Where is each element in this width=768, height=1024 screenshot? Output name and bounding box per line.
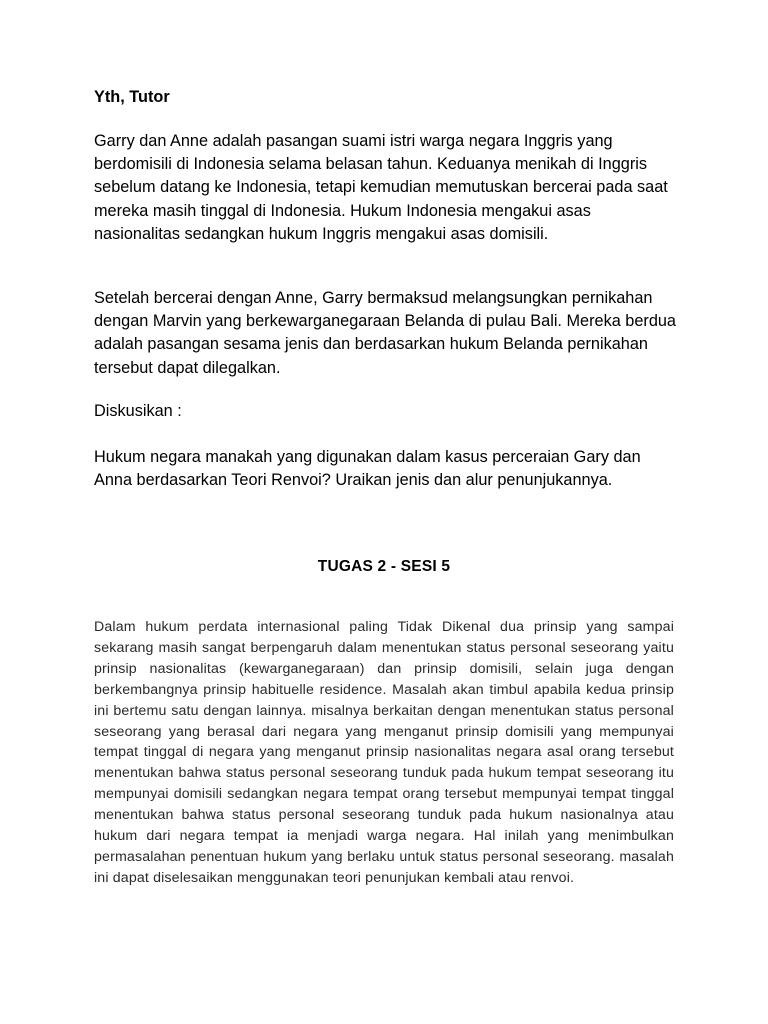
salutation: Yth, Tutor [94,88,170,106]
answer-paragraph: Dalam hukum perdata internasional paling Tidak Dikenal dua prinsip yang sampai sekarang masih sangat berpengaruh dalam menentukan status personal seseorang yaitu prinsip nasionalitas (kewarganegaraan) dan prinsip domisili, selain juga dengan berkembangnya prinsip habituelle residence. Masalah akan timbul apabila kedua prinsip ini bertemu satu dengan lainnya. misalnya berkaitan dengan menentukan status personal seseorang yang berasal dari negara yang menganut prinsip domisili yang mempunyai tempat tinggal di negara yang menganut prinsip nasionalitas negara asal orang tersebut menentukan bahwa status personal seseorang tunduk pada hukum tempat seseorang itu mempunyai domisili sedangkan negara tempat orang tersebut mempunyai tempat tinggal menentukan bahwa status personal seseorang tunduk pada hukum nasionalnya atau hukum dari negara tempat ia menjadi warga negara. Hal inilah yang menimbulkan permasalahan penentuan hukum yang berlaku untuk status personal seseorang. masalah ini dapat diselesaikan menggunakan teori penunjukan kembali atau renvoi. [94,619,674,886]
discussion-question: Hukum negara manakah yang digunakan dalam kasus perceraian Gary dan Anna berdasarkan Teori Renvoi? Uraikan jenis dan alur penunjukannya. [94,448,641,490]
discussion-label: Diskusikan : [94,402,182,420]
case-paragraph-1: Garry dan Anne adalah pasangan suami istri warga negara Inggris yang berdomisili di Indonesia selama belasan tahun. Keduanya menikah di Inggris sebelum datang ke Indonesia, tetapi kemudian memutuskan bercerai pada saat mereka masih tinggal di Indonesia. Hukum Indonesia mengakui asas nasionalitas sedangkan hukum Inggris mengakui asas domisili. [94,132,668,243]
case-paragraph-2: Setelah bercerai dengan Anne, Garry bermaksud melangsungkan pernikahan dengan Marvin yang berkewarganegaraan Belanda di pulau Bali. Mereka berdua adalah pasangan sesama jenis dan berdasarkan hukum Belanda pernikahan tersebut dapat dilegalkan. [94,289,676,377]
task-title: TUGAS 2 - SESI 5 [317,558,451,575]
